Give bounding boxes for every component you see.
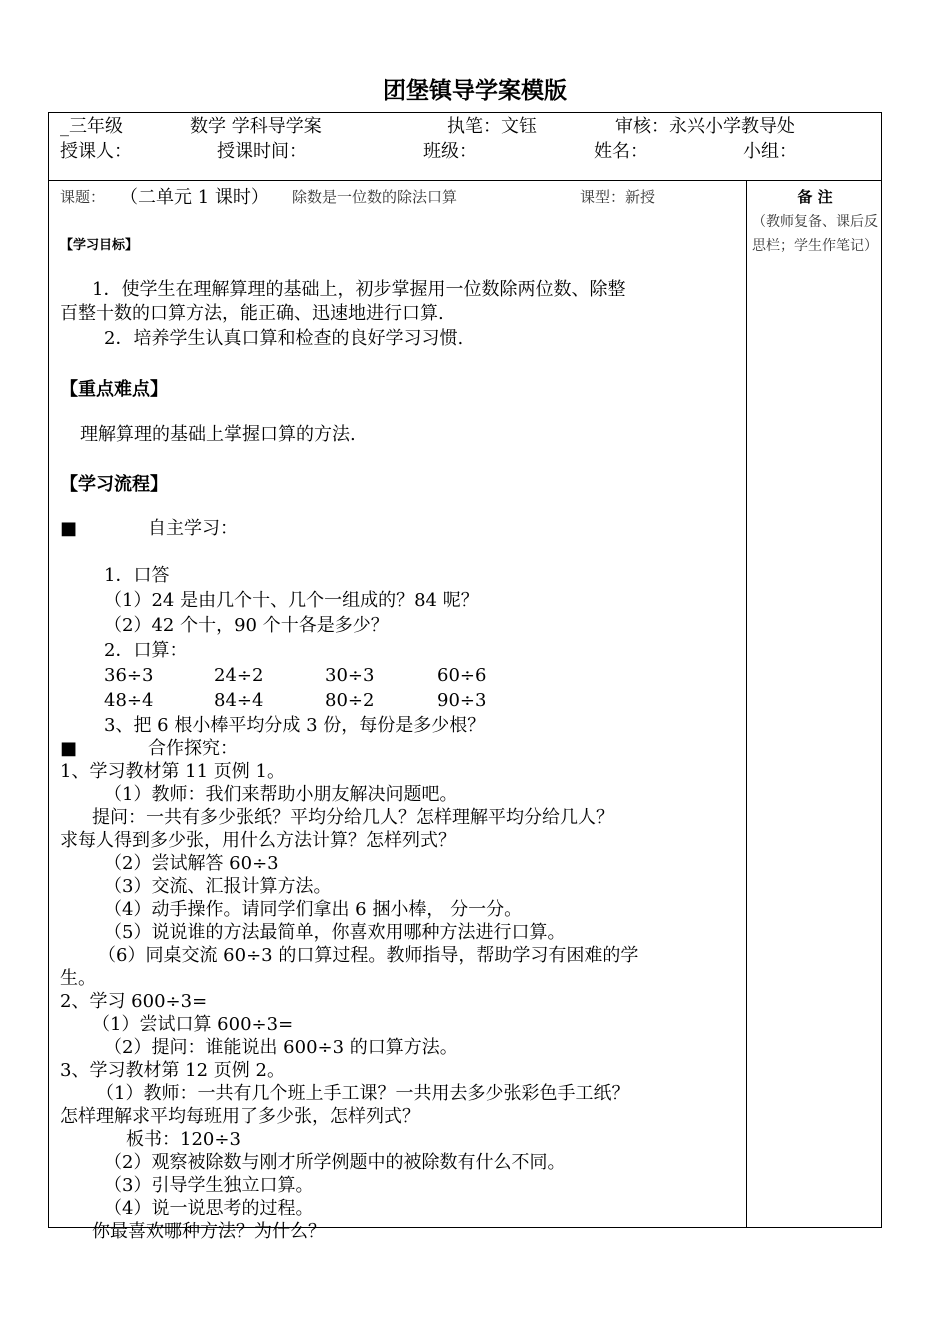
header-divider [49,180,881,181]
coop-line: （5）说说谁的方法最简单，你喜欢用哪种方法进行口算。 [104,922,566,943]
class-field: 班级： [423,141,477,162]
coop-line: 板书：120÷3 [126,1129,241,1150]
coop-line: （2）提问：谁能说出 600÷3 的口算方法。 [104,1037,458,1058]
coop-line: 提问：一共有多少张纸？平均分给几人？怎样理解平均分给几人？ [92,807,614,828]
grade-label: _三年级 [60,116,123,137]
coop-line: 2、学习 600÷3= [60,991,208,1012]
self-study-title: 自主学习： [148,518,238,539]
coop-line: 生。 [60,968,96,989]
notes-title: 备 注 [797,188,833,206]
calc-item: 24÷2 [214,665,264,686]
time-field: 授课时间： [217,141,307,162]
calc-item: 48÷4 [104,690,154,711]
goal-2: 2．培养学生认真口算和检查的良好学习习惯. [104,328,464,349]
coop-line: 3、学习教材第 12 页例 2。 [60,1060,285,1081]
calc-item: 36÷3 [104,665,154,686]
calc-item: 30÷3 [325,665,375,686]
coop-bullet: ■ [60,738,78,759]
coop-title: 合作探究： [148,738,238,759]
coop-line: （4）动手操作。请同学们拿出 6 捆小棒， 分一分。 [104,899,523,920]
coop-line: （1）教师：我们来帮助小朋友解决问题吧。 [104,784,458,805]
lesson-type: 课型：新授 [580,188,656,206]
flow-heading: 【学习流程】 [60,474,168,495]
group-field: 小组： [743,141,797,162]
goal-1a: 1．使学生在理解算理的基础上，初步掌握用一位数除两位数、除整 [92,279,626,300]
calc-item: 80÷2 [325,690,375,711]
calc-item: 84÷4 [214,690,264,711]
coop-line: （2）观察被除数与刚才所学例题中的被除数有什么不同。 [104,1152,566,1173]
topic-name: 除数是一位数的除法口算 [292,188,458,206]
coop-line: （1）教师：一共有几个班上手工课？一共用去多少张彩色手工纸？ [96,1083,630,1104]
subject-label: 数学 学科导学案 [190,116,322,137]
notes-column-divider [746,180,747,1227]
coop-line: （3）引导学生独立口算。 [104,1175,314,1196]
coop-line: 1、学习教材第 11 页例 1。 [60,761,285,782]
calc-item: 90÷3 [437,690,487,711]
key-text: 理解算理的基础上掌握口算的方法. [80,424,356,445]
name-field: 姓名： [594,141,648,162]
self-q1b: （2）42 个十，90 个十各是多少？ [104,615,389,636]
teacher-field: 授课人： [60,141,132,162]
coop-line: 你最喜欢哪种方法？为什么？ [92,1221,326,1242]
notes-text: （教师复备、课后反思栏；学生作笔记） [752,214,878,254]
self-q1a: （1）24 是由几个十、几个一组成的？84 呢？ [104,590,479,611]
topic-unit: （二单元 1 课时） [120,187,269,208]
coop-line: （1）尝试口算 600÷3= [92,1014,294,1035]
calc-item: 60÷6 [437,665,487,686]
coop-line: （3）交流、汇报计算方法。 [104,876,332,897]
key-heading: 【重点难点】 [60,379,168,400]
review-label: 审核：永兴小学教导处 [615,116,795,137]
goals-heading: 【学习目标】 [60,238,139,253]
coop-line: （4）说一说思考的过程。 [104,1198,314,1219]
topic-label: 课题： [60,188,106,206]
self-q1: 1．口答 [104,565,170,586]
self-q2: 2．口算： [104,640,188,661]
coop-line: （2）尝试解答 60÷3 [104,853,279,874]
author-label: 执笔：文钰 [447,116,537,137]
coop-line: 求每人得到多少张，用什么方法计算？怎样列式？ [60,830,456,851]
page-title: 团堡镇导学案模版 [383,78,567,104]
self-q3: 3、把 6 根小棒平均分成 3 份，每份是多少根？ [104,715,486,736]
coop-line: 怎样理解求平均每班用了多少张，怎样列式？ [60,1106,420,1127]
coop-line: （6）同桌交流 60÷3 的口算过程。教师指导，帮助学习有困难的学 [98,945,639,966]
self-study-bullet: ■ [60,518,78,539]
goal-1b: 百整十数的口算方法，能正确、迅速地进行口算. [60,303,444,324]
